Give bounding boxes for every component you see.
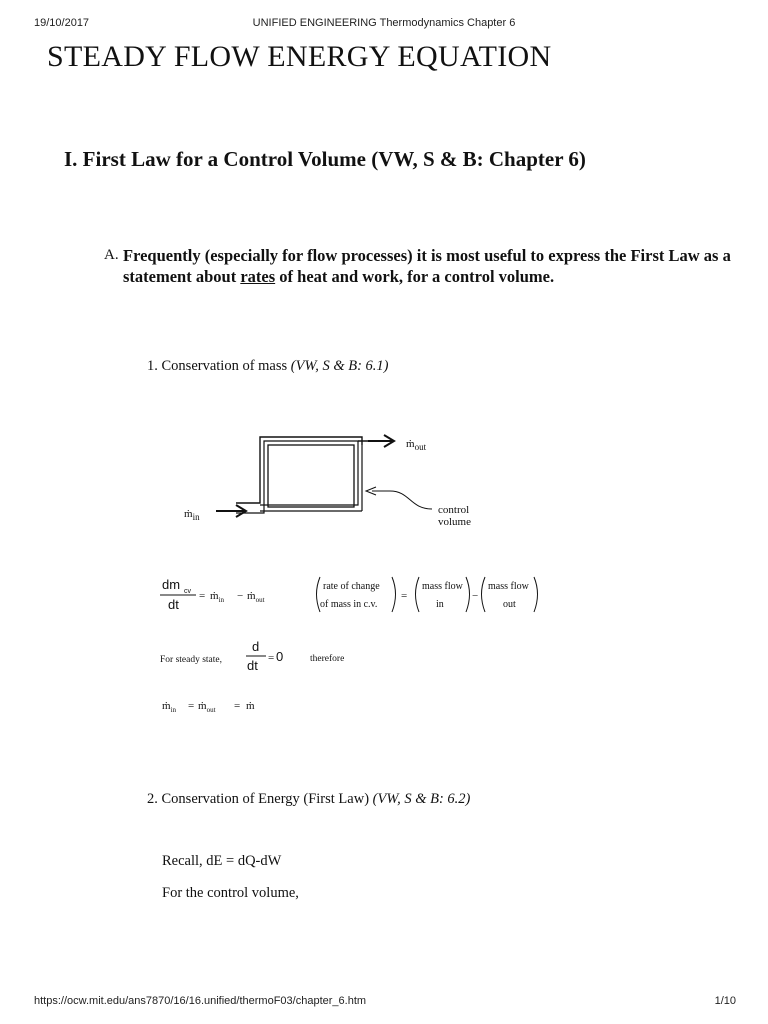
- bracket-1-line-2: of mass in c.v.: [320, 599, 378, 610]
- eq-d: d: [252, 639, 260, 654]
- eq-dt: dt: [168, 597, 179, 612]
- eq2-mdot-in: ṁ$_{in}$: [162, 700, 177, 714]
- eq-equals-3: =: [268, 652, 275, 664]
- bracket-2-line-1: mass flow: [422, 581, 463, 592]
- label-control: control: [438, 504, 470, 516]
- steady-mass-flow-equation: [160, 694, 280, 720]
- item-a-marker: A.: [104, 247, 119, 263]
- section-heading: I. First Law for a Control Volume (VW, S & B: Chapter 6): [64, 147, 586, 171]
- label-mdot-out: ṁ$_{out}$: [406, 438, 427, 452]
- label-mdot-in: ṁ$_{in}$: [184, 508, 200, 522]
- item-2-number: 2.: [147, 791, 158, 807]
- eq-minus-2: −: [472, 590, 479, 602]
- print-header-date: 19/10/2017: [34, 17, 90, 29]
- bracket-3-line-1: mass flow: [488, 581, 529, 592]
- inner-boundary: [236, 441, 358, 513]
- item-1-heading: [147, 358, 389, 375]
- bracket-2-right: [466, 577, 470, 612]
- item-a-text-before: Frequently (especially for flow processes) it is most useful to express the First Law as a statement about: [123, 246, 731, 286]
- eq-mdot-in: ṁ$_{in}$: [210, 590, 225, 604]
- eq2-mdot: ṁ: [246, 700, 255, 712]
- page-title: STEADY FLOW ENERGY EQUATION: [47, 40, 552, 73]
- bracket-3-left: [482, 577, 486, 612]
- mass-conservation-equation: [158, 572, 548, 622]
- eq2-equals-2: =: [234, 700, 241, 712]
- eq-equals-1: =: [199, 590, 206, 602]
- eq-d-dt: dt: [247, 658, 258, 673]
- eq-minus-1: −: [237, 590, 244, 602]
- item-a-text-after: of heat and work, for a control volume.: [275, 267, 555, 286]
- eq-dm: dm: [162, 577, 181, 592]
- print-header-title: UNIFIED ENGINEERING Thermodynamics Chapter 6: [252, 17, 516, 29]
- control-volume-figure: [160, 425, 500, 535]
- eq2-mdot-out: ṁ$_{out}$: [198, 700, 216, 714]
- item-2-text: Conservation of Energy (First Law): [161, 791, 370, 807]
- print-footer-url: https://ocw.mit.edu/ans7870/16/16.unified/thermoF03/chapter_6.htm: [34, 995, 367, 1007]
- eq-equals-2: =: [401, 590, 408, 602]
- print-footer-page-number: 1/10: [714, 995, 736, 1007]
- steady-state-text: For steady state,: [160, 655, 223, 665]
- eq-zero: 0: [276, 649, 284, 664]
- control-volume-text: For the control volume,: [162, 885, 299, 901]
- item-1-reference: (VW, S & B: 6.1): [290, 358, 389, 374]
- item-a-underlined-word: rates: [240, 267, 276, 286]
- bracket-2-left: [416, 577, 420, 612]
- item-1-number: 1.: [147, 358, 158, 374]
- bracket-3-right: [534, 577, 538, 612]
- item-2-reference: (VW, S & B: 6.2): [372, 791, 471, 807]
- bracket-3-line-2: out: [503, 599, 516, 610]
- control-volume-pointer: [372, 491, 432, 509]
- eq2-equals-1: =: [188, 700, 195, 712]
- label-volume: volume: [438, 516, 471, 528]
- bracket-1-line-1: rate of change: [323, 581, 380, 592]
- item-2-heading: [147, 791, 470, 808]
- outer-boundary: [236, 437, 362, 503]
- recall-equation: Recall, dE = dQ-dW: [162, 853, 282, 869]
- control-volume-box: [268, 445, 354, 507]
- bracket-2-line-2: in: [436, 599, 444, 610]
- eq-cv-sub: cv: [184, 588, 191, 595]
- eq-mdot-out: ṁ$_{out}$: [247, 590, 265, 604]
- steady-state-equation: [158, 636, 378, 676]
- therefore-text: therefore: [310, 654, 345, 664]
- item-1-text: Conservation of mass: [161, 358, 288, 374]
- bracket-1-right: [392, 577, 396, 612]
- item-a-paragraph: [123, 245, 733, 287]
